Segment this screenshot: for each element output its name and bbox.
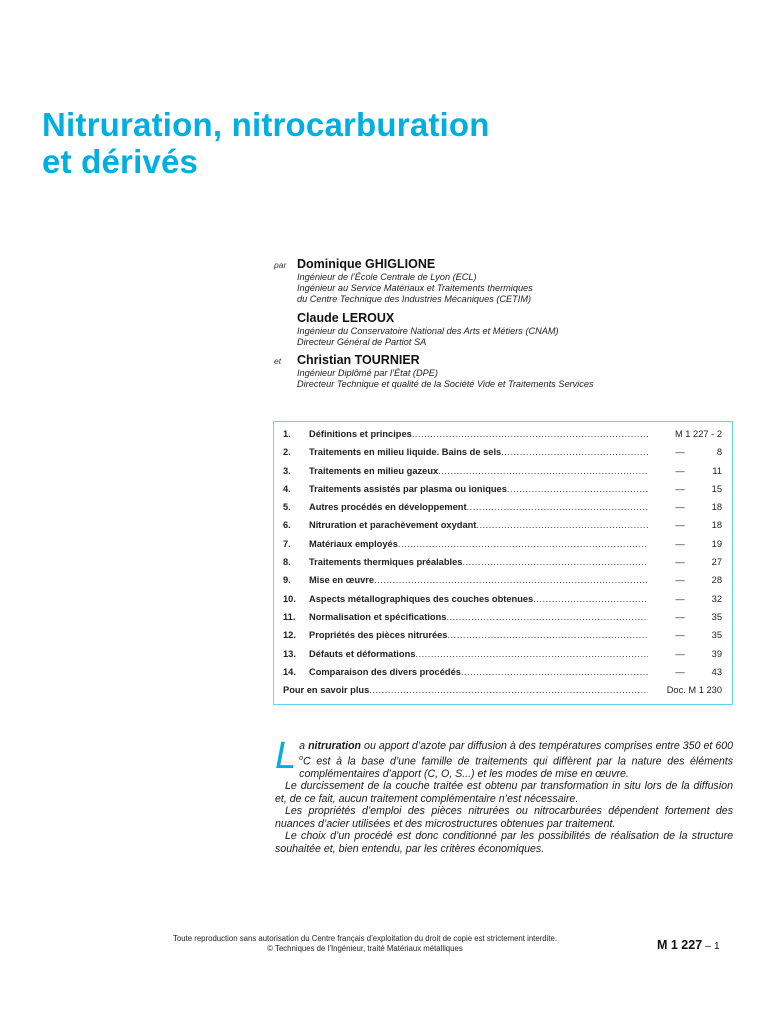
page-code: M 1 227 [657,938,703,952]
toc-leader-dots [507,484,648,494]
toc-title: Pour en savoir plus [283,685,370,696]
toc-page-ref [648,667,732,677]
toc-number: 8. [283,557,291,568]
intro-keyword: nitruration [308,740,362,752]
toc-row[interactable] [274,429,732,447]
toc-title-wrap [309,594,648,604]
author-2 [274,310,754,348]
drop-cap: L [275,735,297,777]
toc-title-wrap [309,630,648,640]
toc-row[interactable] [274,612,732,630]
toc-page: 18 [711,502,722,513]
toc-page: 11 [712,465,722,476]
toc-title-wrap [309,484,648,494]
toc-row-bibliography[interactable] [274,685,732,703]
author-affiliation: du Centre Technique des Industries Mécaniques (CETIM) [297,294,532,305]
toc-leader-dots [533,594,648,604]
toc-page-ref [648,575,732,585]
toc-page-ref [648,649,732,659]
toc-leader-dots [467,502,648,512]
toc-number: 5. [283,502,291,513]
toc-ditto-dash: — [675,465,685,476]
toc-title: Mise en œuvre [309,575,375,586]
toc-number: 13. [283,648,296,659]
toc-ditto-dash: — [675,447,685,458]
toc-row[interactable] [274,484,732,502]
toc-page: 15 [711,483,722,494]
toc-page: 27 [711,557,722,568]
toc-leader-dots [461,667,648,677]
toc-page-ref [648,557,732,567]
toc-leader-dots [374,575,648,585]
author-affiliation: Ingénieur de l’École Centrale de Lyon (ECL) [297,272,477,282]
toc-ditto-dash: — [675,483,685,494]
toc-row[interactable] [274,539,732,557]
toc-title: Traitements assistés par plasma ou ioniques [309,483,507,494]
toc-page-ref [648,630,732,640]
toc-leader-dots [412,429,648,439]
toc-title: Défauts et déformations [309,648,416,659]
toc-row[interactable] [274,575,732,593]
page-separator: – [702,940,714,952]
toc-title-wrap [309,667,648,677]
toc-number: 12. [283,630,296,641]
toc-ditto-dash: — [675,666,685,677]
toc-title-wrap [309,502,648,512]
toc-ditto-dash: — [675,648,685,659]
toc-row[interactable] [274,520,732,538]
toc-leader-dots [447,630,648,640]
toc-page-ref [648,520,732,530]
toc-leader-dots [415,649,648,659]
intro-paragraph-4: Le choix d’un procédé est donc conditionné par les possibilités de réalisation de la structure souhaitée et, bien entendu, par les critères économiques. [275,830,733,855]
toc-title: Matériaux employés [309,538,398,549]
toc-ditto-dash: — [675,520,685,531]
toc-page: 35 [711,630,722,641]
author-prefix: par [274,260,287,270]
author-prefix: et [274,356,282,367]
toc-number: 11. [283,611,296,622]
author-name: Claude LEROUX [297,310,395,325]
intro-text: C est à la base d’une famille de traitements qui diffèrent par la nature des éléments complémentaires d’apport (C, O, S...) et les modes de mise en œuvre. [299,755,733,780]
author-affiliation: Ingénieur Diplômé par l’État (DPE) [297,368,438,379]
toc-title: Nitruration et parachèvement oxydant [309,520,477,531]
intro-paragraph-1 [275,735,733,780]
toc-row[interactable] [274,630,732,648]
toc-leader-dots [446,612,648,622]
toc-page-ref [648,447,732,457]
intro-paragraph-2: Le durcissement de la couche traitée est obtenu par transformation in situ lors de la diffusion et, de ce fait, aucun traitement complémentaire n’est nécessaire. [275,780,733,805]
toc-page: 8 [716,447,722,458]
toc-number: 6. [283,520,291,531]
toc-leader-dots [501,447,648,457]
toc-title-wrap [309,520,648,530]
toc-page: 32 [711,593,722,604]
degree-sign: o [299,754,304,762]
toc-row[interactable] [274,502,732,520]
toc-number: 2. [283,447,291,458]
toc-number: 7. [283,538,291,549]
document-title [42,106,490,180]
toc-number: 10. [283,593,296,604]
toc-title-wrap [274,685,648,695]
toc-leader-dots [476,520,648,530]
author-3 [274,352,754,390]
toc-row[interactable] [274,667,732,685]
author-affiliation: Ingénieur au Service Matériaux et Traitements thermiques [297,283,533,294]
toc-page-ref [648,466,732,476]
toc-page-ref [648,539,732,549]
toc-page: 28 [711,575,722,586]
toc-ditto-dash: — [675,502,685,513]
toc-title-wrap [309,539,648,549]
intro-text: a [299,740,309,752]
toc-number: 1. [283,429,291,439]
toc-ditto-dash: — [675,557,685,568]
toc-title-wrap [309,447,648,457]
toc-leader-dots [398,539,648,549]
toc-title: Définitions et principes [309,429,412,439]
introduction [275,735,733,855]
author-name: Christian TOURNIER [297,353,420,368]
toc-leader-dots [438,466,648,476]
toc-page: 43 [711,666,722,677]
toc-row[interactable] [274,466,732,484]
author-affiliation: Directeur Général de Partiot SA [297,336,427,347]
copyright-footer [130,934,600,953]
toc-title: Traitements en milieu liquide. Bains de sels [309,447,502,458]
toc-page-ref [648,612,732,622]
toc-row[interactable] [274,649,732,667]
toc-row[interactable] [274,594,732,612]
toc-title-wrap [309,429,648,439]
table-of-contents [273,421,733,705]
toc-title: Traitements en milieu gazeux [309,465,439,476]
toc-title-wrap [309,612,648,622]
toc-page-ref [648,594,732,604]
toc-leader-dots [462,557,648,567]
toc-page: 18 [711,520,722,531]
intro-text: ou apport d’azote par diffusion à des températures comprises entre 350 et 600 [361,740,733,752]
toc-title: Comparaison des divers procédés [309,666,461,677]
toc-ditto-dash: — [675,593,685,604]
copyright-line-1: Toute reproduction sans autorisation du Centre français d’exploitation du droit de copie est strictement interdite. [173,934,557,943]
toc-number: 9. [283,575,291,586]
author-affiliation: Ingénieur du Conservatoire National des Arts et Métiers (CNAM) [297,325,559,336]
toc-number: 14. [283,666,296,677]
toc-title-wrap [309,557,648,567]
page-reference [657,938,720,952]
author-name: Dominique GHIGLIONE [297,257,436,271]
toc-page-ref [648,484,732,494]
toc-number: 4. [283,483,291,494]
toc-title-wrap [309,575,648,585]
title-line-2: et dérivés [42,143,199,180]
toc-ditto-dash: — [675,575,685,586]
toc-page: 35 [711,611,722,622]
author-affiliation: Directeur Technique et qualité de la Société Vide et Traitements Services [297,379,594,390]
toc-page-ref [648,429,732,439]
toc-ditto-dash: — [675,538,685,549]
toc-page: M 1 227 - 2 [674,429,722,439]
toc-ditto-dash: — [675,611,685,622]
toc-page: 39 [711,648,722,659]
toc-title: Aspects métallographiques des couches obtenues [309,593,534,604]
toc-title: Traitements thermiques préalables [309,557,463,568]
page-number: 1 [713,940,720,952]
toc-number: 3. [283,465,291,476]
author-1 [274,256,754,306]
copyright-line-2: © Techniques de l’Ingénieur, traité Matériaux métalliques [267,943,463,953]
toc-title: Normalisation et spécifications [309,611,447,622]
toc-title-wrap [309,649,648,659]
toc-page-ref [648,502,732,512]
title-line-1: Nitruration, nitrocarburation [42,106,490,143]
toc-ditto-dash: — [675,630,685,641]
toc-row[interactable] [274,447,732,465]
toc-title: Autres procédés en développement [309,502,467,513]
toc-leader-dots [369,685,648,695]
toc-title: Propriétés des pièces nitrurées [309,630,448,641]
authors-block [274,256,754,394]
toc-page: 19 [711,538,722,549]
intro-paragraph-3: Les propriétés d’emploi des pièces nitrurées ou nitrocarburées dépendent fortement des nuances d’acier utilisées et des microstructures obtenues par traitement. [275,805,733,830]
toc-page-ref: Doc. M 1 230 [666,685,722,696]
toc-title-wrap [309,466,648,476]
toc-row[interactable] [274,557,732,575]
